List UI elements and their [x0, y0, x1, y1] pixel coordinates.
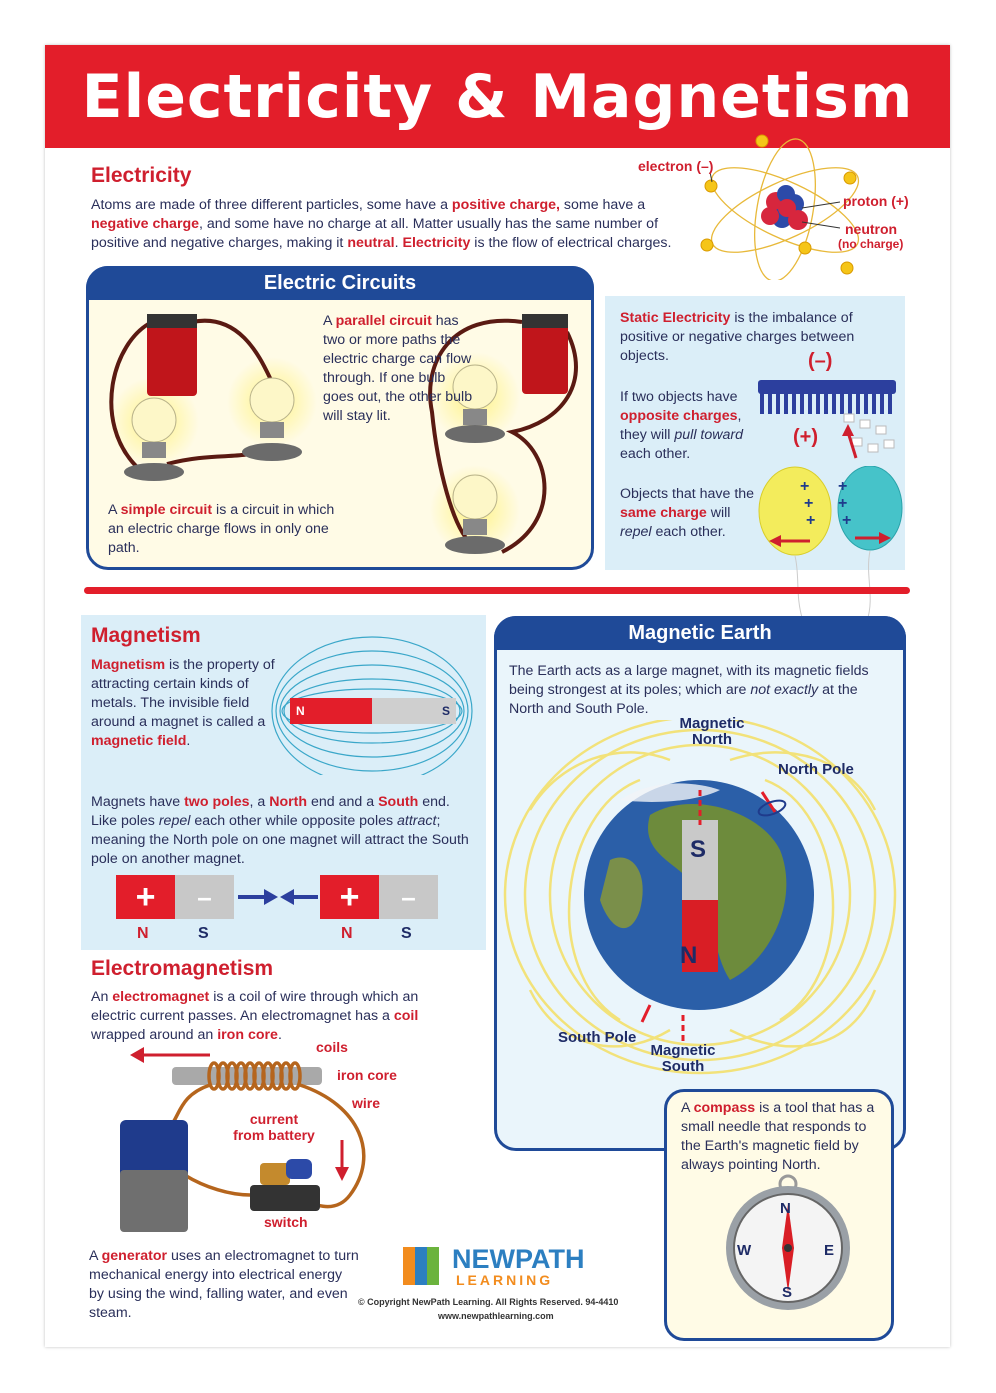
magnetic-south-label: Magnetic South	[650, 1042, 716, 1075]
electromagnetism-text: An electromagnet is a coil of wire through which an electric current passes. An electromagnet has a coil wrapped around an iron core.	[91, 989, 419, 1043]
bar-magnet-n: N	[296, 704, 305, 718]
switch-label: switch	[264, 1214, 308, 1230]
electromagnetism-heading: Electromagnetism	[91, 957, 274, 980]
compass-w: W	[737, 1242, 752, 1259]
opposite-charges-text: If two objects have opposite charges, they will pull toward each other.	[620, 389, 744, 462]
compass-text: A compass is a tool that has a small needle that responds to the Earth's magnetic field by always pointing North.	[681, 1100, 875, 1173]
electricity-heading: Electricity	[91, 164, 192, 187]
section-divider	[84, 587, 910, 594]
static-intro: Static Electricity is the imbalance of positive or negative charges between objects.	[620, 310, 855, 364]
compass-s: S	[782, 1284, 793, 1301]
magnet-right-s: S	[401, 925, 412, 942]
magnet-left: + –	[116, 875, 234, 919]
balloon-right-charges: + + +	[838, 478, 852, 529]
comb-illustration	[756, 378, 901, 468]
magnet-right: + –	[320, 875, 438, 919]
website-url: www.newpathlearning.com	[438, 1311, 554, 1321]
poster-title: Electricity & Magnetism	[81, 62, 914, 132]
magnetic-earth-text: The Earth acts as a large magnet, with its magnetic fields being strongest at its poles; which are not exactly at the North and South Pole.	[509, 663, 869, 717]
battery-label: ALKALINE BATTERY	[104, 1178, 114, 1268]
paper-plus-label: (+)	[793, 426, 818, 448]
magnetism-text: Magnetism is the property of attracting certain kinds of metals. The invisible field around a magnet is called a magnetic field.	[91, 657, 275, 749]
parallel-circuit-text: A parallel circuit has two or more paths the electric charge can flow through. If one bulb goes out, the other bulb will stay lit.	[323, 313, 473, 424]
north-pole-label: North Pole	[778, 761, 854, 778]
bar-magnet-field	[260, 625, 485, 775]
magnetism-heading: Magnetism	[91, 624, 201, 647]
balloon-left-charges: + + +	[800, 478, 816, 529]
newpath-logo-icon	[403, 1247, 445, 1285]
compass-e: E	[824, 1242, 835, 1259]
simple-circuit	[109, 314, 317, 481]
bar-magnet-s: S	[442, 704, 451, 718]
copyright: © Copyright NewPath Learning. All Rights Reserved. 94-4410	[358, 1297, 619, 1307]
magnet-left-s: S	[198, 925, 209, 942]
earth-magnet-n: N	[680, 942, 698, 969]
comb-minus-label: (–)	[808, 350, 833, 372]
south-pole-label: South Pole	[558, 1029, 637, 1046]
iron-core-label: iron core	[337, 1067, 397, 1083]
earth-magnet-s: S	[690, 836, 707, 863]
electricity-text: Atoms are made of three different particles, some have a positive charge, some have a negative charge, and some have no charge at all. Matter usually has the same number of positive and negative charges, making it neutral. Electricity is the flow of electrical charges.	[91, 197, 672, 251]
balloons-illustration	[755, 466, 905, 626]
same-charge-text: Objects that have the same charge will repel each other.	[620, 486, 755, 540]
coils-label: coils	[316, 1039, 348, 1055]
neutron-label: neutron	[845, 221, 898, 237]
compass-n: N	[780, 1200, 791, 1217]
proton-label: proton (+)	[843, 193, 909, 209]
magnet-right-n: N	[341, 925, 353, 942]
wire-label: wire	[352, 1095, 381, 1111]
current-label: current from battery	[233, 1111, 315, 1143]
brand-bottom: LEARNING	[456, 1272, 554, 1288]
magnetic-earth-heading: Magnetic Earth	[494, 616, 906, 650]
simple-circuit-text: A simple circuit is a circuit in which an electric charge flows in only one path.	[108, 502, 335, 556]
electron-label: electron (–)	[638, 158, 714, 174]
two-poles-text: Magnets have two poles, a North end and a South end. Like poles repel each other while opposite poles attract; meaning the North pole on one magnet will attract the South pole on another magnet.	[91, 794, 469, 867]
magnet-left-n: N	[137, 925, 149, 942]
nucleus	[761, 185, 808, 230]
no-charge-label: (no charge)	[838, 237, 904, 251]
magnetic-north-label: Magnetic North	[679, 715, 745, 748]
generator-text: A generator uses an electromagnet to turn mechanical energy into electrical energy by using the wind, falling water, and even steam.	[89, 1248, 359, 1321]
brand-top: NEWPATH	[452, 1244, 585, 1274]
attract-arrows	[236, 884, 320, 910]
circuits-heading: Electric Circuits	[86, 266, 594, 300]
